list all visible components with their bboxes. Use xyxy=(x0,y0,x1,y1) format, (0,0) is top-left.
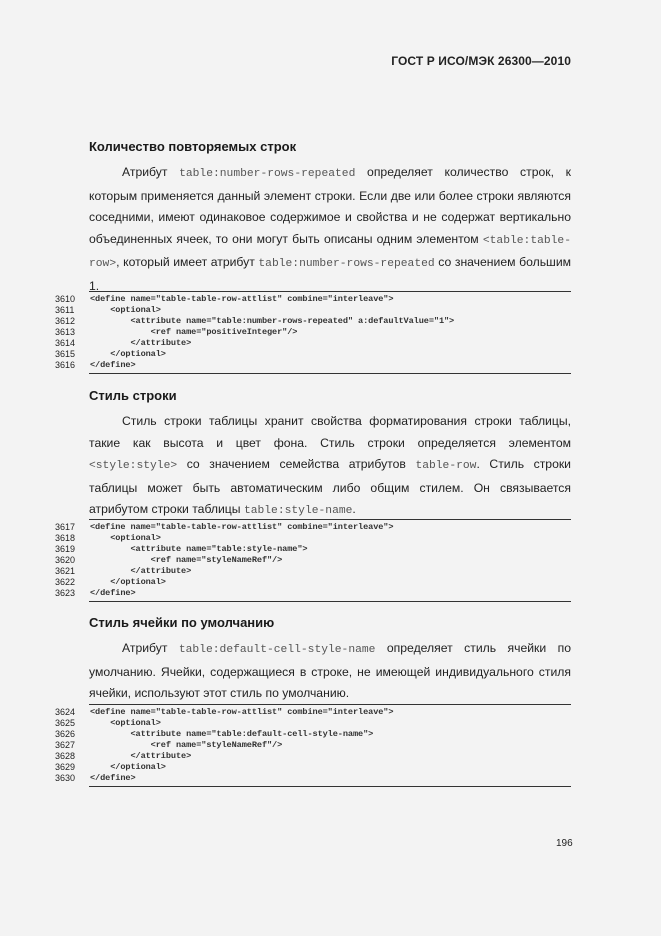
code-rule-bottom xyxy=(89,601,571,602)
code-line xyxy=(0,294,661,305)
code-rule-bottom xyxy=(89,786,571,787)
code-line xyxy=(0,544,661,555)
section-row-style-body xyxy=(89,411,571,523)
paragraph xyxy=(89,162,571,297)
code-text: </optional> xyxy=(90,349,166,359)
page-number: 196 xyxy=(556,838,573,849)
text-run: со значением семейства атрибутов xyxy=(177,457,416,471)
line-number: 3612 xyxy=(55,316,76,326)
code-text: <ref name="positiveInteger"/> xyxy=(90,327,298,337)
code-line xyxy=(0,349,661,360)
line-number: 3610 xyxy=(55,294,76,304)
inline-code: <style:style> xyxy=(89,460,178,472)
code-text: <optional> xyxy=(90,718,161,728)
paragraph xyxy=(89,638,571,705)
line-number: 3630 xyxy=(55,773,76,783)
code-rule-top xyxy=(89,704,571,705)
line-number: 3629 xyxy=(55,762,76,772)
code-text: <attribute name="table:style-name"> xyxy=(90,544,308,554)
line-number: 3624 xyxy=(55,707,76,717)
code-text: <ref name="styleNameRef"/> xyxy=(90,740,283,750)
text-run: Атрибут xyxy=(122,641,179,655)
inline-code: table:number-rows-repeated xyxy=(179,168,356,180)
line-number: 3628 xyxy=(55,751,76,761)
line-number: 3620 xyxy=(55,555,76,565)
text-run: Атрибут xyxy=(122,165,180,179)
code-line xyxy=(0,577,661,588)
line-number: 3615 xyxy=(55,349,76,359)
code-line xyxy=(0,338,661,349)
code-line xyxy=(0,729,661,740)
code-line xyxy=(0,588,661,599)
code-line xyxy=(0,533,661,544)
line-number: 3611 xyxy=(55,305,75,315)
code-text: <attribute name="table:number-rows-repeated" a:defaultValue="1"> xyxy=(90,316,455,326)
text-run: . xyxy=(352,502,356,516)
code-text: </attribute> xyxy=(90,338,192,348)
code-line xyxy=(0,360,661,371)
line-number: 3617 xyxy=(55,522,76,532)
code-line xyxy=(0,305,661,316)
code-line xyxy=(0,316,661,327)
line-number: 3621 xyxy=(55,566,76,576)
line-number: 3622 xyxy=(55,577,76,587)
line-number: 3613 xyxy=(55,327,76,337)
inline-code: table:default-cell-style-name xyxy=(178,644,376,656)
line-number: 3614 xyxy=(55,338,76,348)
section-rows-repeated xyxy=(89,139,571,154)
text-run: . Стиль строки таблицы может быть автоматическим либо общим стилем. Он связывается атрибутом строки таблицы xyxy=(89,457,571,516)
line-number: 3626 xyxy=(55,729,76,739)
code-text: <optional> xyxy=(90,305,161,315)
code-text: </attribute> xyxy=(90,566,192,576)
code-line xyxy=(0,773,661,784)
code-line xyxy=(0,566,661,577)
code-line xyxy=(0,327,661,338)
line-number: 3625 xyxy=(55,718,76,728)
inline-code: table:style-name xyxy=(243,505,353,517)
code-text: <optional> xyxy=(90,533,161,543)
section-rows-repeated-body xyxy=(89,162,571,297)
code-text: </define> xyxy=(90,773,136,783)
section-default-cell-style-body xyxy=(89,638,571,705)
section-heading: Стиль строки xyxy=(89,388,177,403)
code-text: </optional> xyxy=(90,762,166,772)
line-number: 3618 xyxy=(55,533,76,543)
code-line xyxy=(0,707,661,718)
code-rule-top xyxy=(89,291,571,292)
text-run: , который имеет атрибут xyxy=(116,255,259,269)
code-rule-top xyxy=(89,519,571,520)
code-text: <ref name="styleNameRef"/> xyxy=(90,555,283,565)
section-heading: Стиль ячейки по умолчанию xyxy=(89,615,275,630)
paragraph xyxy=(89,411,571,523)
code-text: <attribute name="table:default-cell-style-name"> xyxy=(90,729,374,739)
code-text: </optional> xyxy=(90,577,166,587)
code-line xyxy=(0,762,661,773)
code-text: </define> xyxy=(90,360,136,370)
inline-code: <table:table-row> xyxy=(89,234,571,270)
code-line xyxy=(0,751,661,762)
standard-header: ГОСТ Р ИСО/МЭК 26300—2010 xyxy=(391,54,571,68)
code-text: <define name="table-table-row-attlist" combine="interleave"> xyxy=(90,707,394,717)
line-number: 3616 xyxy=(55,360,76,370)
code-text: </define> xyxy=(90,588,136,598)
text-run: Стиль строки таблицы хранит свойства форматирования строки таблицы, такие как высота и цвет фона. Стиль строки определяется элементом xyxy=(89,414,571,450)
code-line xyxy=(0,522,661,533)
inline-code: table:number-rows-repeated xyxy=(258,258,435,270)
code-line xyxy=(0,555,661,566)
code-text: </attribute> xyxy=(90,751,192,761)
code-text: <define name="table-table-row-attlist" combine="interleave"> xyxy=(90,294,394,304)
code-line xyxy=(0,740,661,751)
code-text: <define name="table-table-row-attlist" combine="interleave"> xyxy=(90,522,394,532)
text-run: определяет стиль ячейки по умолчанию. Ячейки, содержащиеся в строке, не имеющей индивидуального стиля ячейки, используют этот стиль по умолчанию. xyxy=(89,641,572,700)
section-row-style xyxy=(89,388,571,403)
line-number: 3627 xyxy=(55,740,76,750)
line-number: 3623 xyxy=(55,588,76,598)
code-rule-bottom xyxy=(89,373,571,374)
line-number: 3619 xyxy=(55,544,76,554)
code-line xyxy=(0,718,661,729)
text-run: со значением большим 1. xyxy=(89,255,572,293)
text-run: определяет количество строк, к которым применяется данный элемент строки. Если две или более строки являются соседними, имеют одинаковое содержимое и свойства и не содержат вертикально объединенных ячеек, то они могут быть описаны одним элементом xyxy=(89,165,571,246)
section-default-cell-style xyxy=(89,615,571,630)
inline-code: table-row xyxy=(415,460,477,472)
section-heading: Количество повторяемых строк xyxy=(89,139,297,154)
